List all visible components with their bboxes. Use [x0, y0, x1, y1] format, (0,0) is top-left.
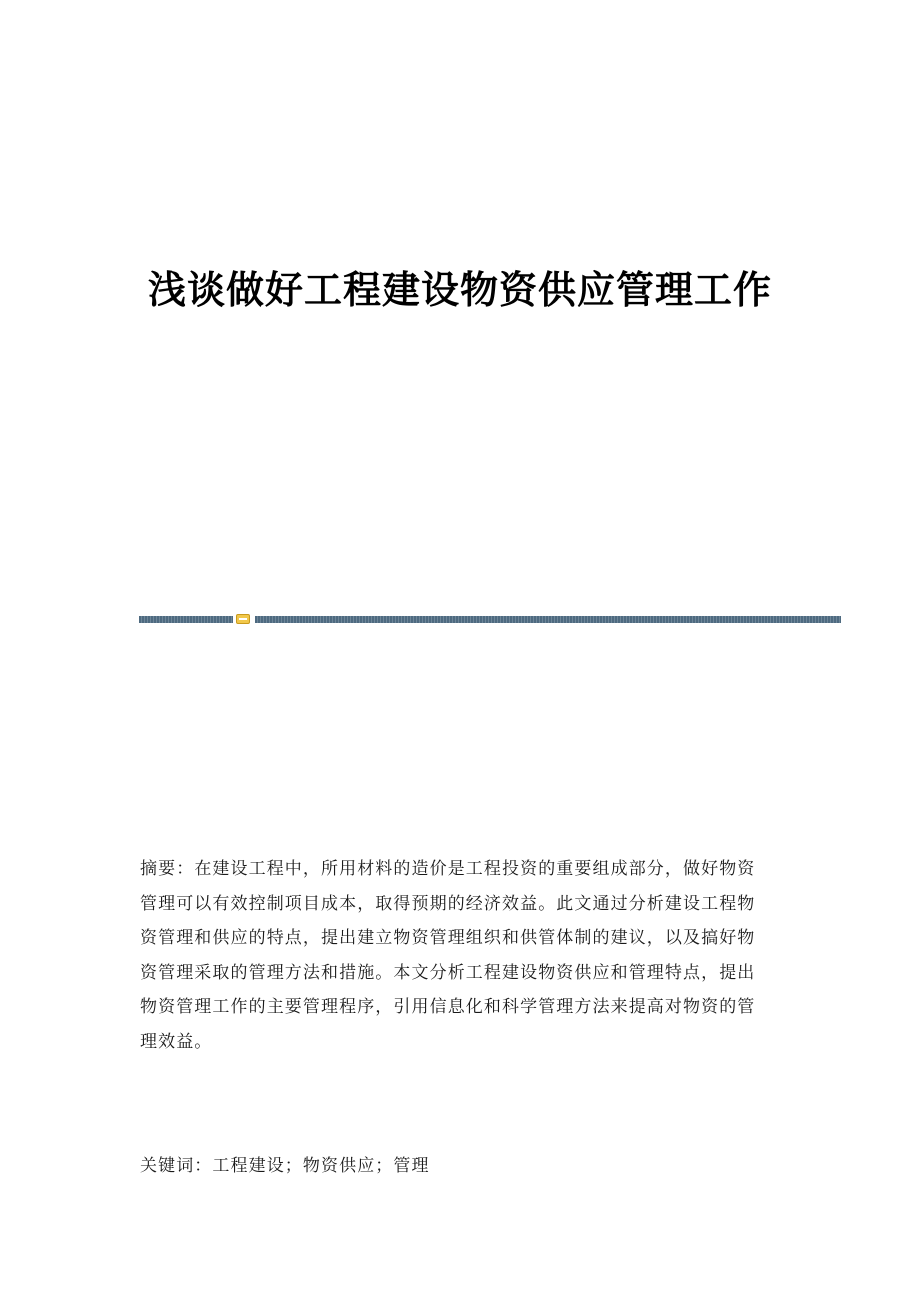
abstract-paragraph — [140, 852, 772, 1060]
divider-bar-left — [139, 616, 233, 623]
keywords-label: 关键词： — [140, 1156, 213, 1176]
abstract-text: 在建设工程中，所用材料的造价是工程投资的重要组成部分，做好物资管理可以有效控制项目成本，取得预期的经济效益。此文通过分析建设工程物资管理和供应的特点，提出建立物资管理组织和供管体制的建议，以及搞好物资管理采取的管理方法和措施。本文分析工程建设物资供应和管理特点，提出物资管理工作的主要管理程序，引用信息化和科学管理方法来提高对物资的管理效益。 — [140, 859, 756, 1052]
divider-bar-right — [255, 616, 841, 623]
divider-ornament-icon — [236, 614, 250, 624]
abstract-label: 摘要： — [140, 859, 195, 879]
page-title: 浅谈做好工程建设物资供应管理工作 — [147, 267, 772, 312]
section-divider — [139, 614, 841, 624]
keywords-line — [140, 1149, 772, 1183]
keywords-text: 工程建设；物资供应；管理 — [212, 1156, 430, 1176]
